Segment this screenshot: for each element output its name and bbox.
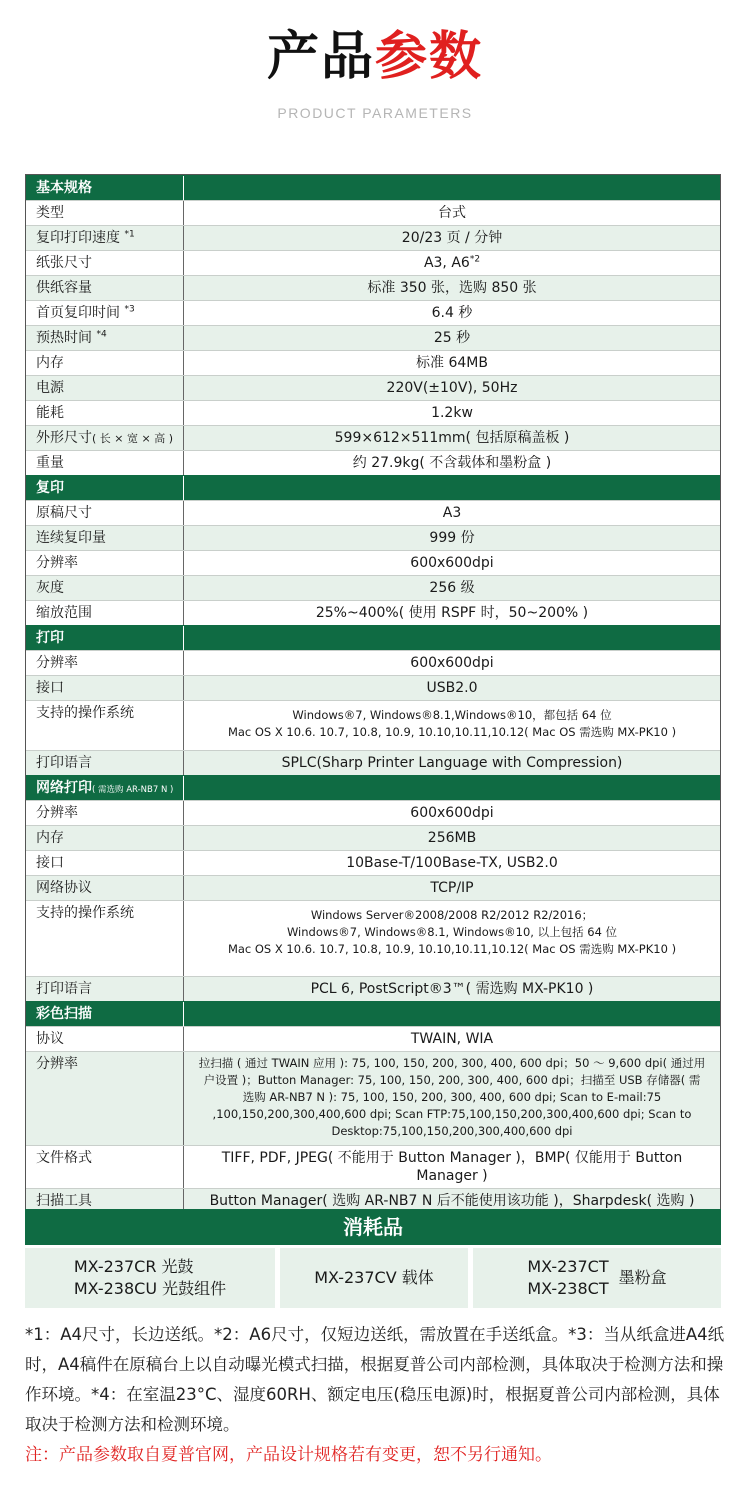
row-value: 拉扫描 ( 通过 TWAIN 应用 ): 75, 100, 150, 200, 300, 400, 600 dpi；50 ～ 9,600 dpi( 通过用户设置 )；Button Manager: 75, 100, 150, 200, 300, 400, 600 dpi；扫描至 USB 存储器( 需选购 AR-NB7 N ): 75, 100, 150, 200, 300, 400, 600 dpi; Scan to E-mail:75 ,100,150,200,300,400,600 dpi; Scan FTP:75,100,150,200,300,400,600 dpi; Scan to Desktop:75,100,150,200,300,400,600 dpi [198, 1056, 706, 1138]
row-value: 25 秒 [433, 330, 471, 346]
row-label: 内存 [26, 826, 184, 850]
row-label: 扫描工具 [26, 1189, 184, 1213]
row-value: PCL 6, PostScript®3™( 需选购 MX-PK10 ) [310, 981, 594, 997]
row-label: 电源 [26, 376, 184, 400]
row-value: 10Base-T/100Base-TX, USB2.0 [346, 855, 558, 871]
os-line: Windows®7, Windows®8.1, Windows®10, 以上包括 64 位 [286, 925, 618, 939]
table-row [26, 350, 720, 375]
table-row [26, 800, 720, 825]
title-red: 参数 [375, 27, 484, 87]
row-label: 分辨率 [26, 651, 184, 675]
row-label: 分辨率 [26, 1052, 184, 1145]
os-line: Mac OS X 10.6. 10.7, 10.8, 10.9, 10.10,10.11,10.12( Mac OS 需选购 MX-PK10 ) [227, 725, 677, 739]
row-value: 25%~400%( 使用 RSPF 时，50~200% ) [315, 605, 589, 621]
row-value: 600x600dpi [410, 555, 494, 571]
row-value: 256 级 [429, 580, 475, 596]
row-value [184, 901, 720, 976]
row-value: 标准 64MB [416, 355, 488, 371]
table-row [26, 425, 720, 450]
row-value: 台式 [438, 205, 466, 221]
section-header-copy [26, 475, 720, 500]
footnotes: *1：A4尺寸，长边送纸。*2：A6尺寸，仅短边送纸，需放置在手送纸盒。*3：当从纸盒进A4纸时，A4稿件在原稿台上以自动曝光模式扫描，根据夏普公司内部检测，具体取决于检测方法和操作环境。*4：在室温23°C、湿度60RH、额定电压(稳压电源)时，根据夏普公司内部检测，具体取决于检测方法和检测环境。 [25, 1325, 725, 1434]
section-header-print [26, 625, 720, 650]
table-row [26, 225, 720, 250]
table-row [26, 450, 720, 475]
row-label: 纸张尺寸 [26, 251, 184, 275]
table-row [26, 900, 720, 976]
table-row [26, 500, 720, 525]
row-value: TCP/IP [430, 880, 474, 896]
table-row [26, 1026, 720, 1051]
table-row [26, 675, 720, 700]
row-label: 支持的操作系统 [26, 701, 184, 750]
table-row [26, 976, 720, 1001]
table-row [26, 850, 720, 875]
row-label: 复印打印速度 $^{*1}$ [26, 226, 184, 250]
consumable-line: MX-238CU 光鼓组件 [73, 1279, 227, 1298]
row-label: 连续复印量 [26, 526, 184, 550]
row-label: 协议 [26, 1027, 184, 1051]
row-label: 外形尺寸( 长 × 宽 × 高 ) [26, 426, 184, 450]
footnote-ref: *3 [124, 304, 135, 315]
row-label: 打印语言 [26, 751, 184, 775]
consumable-drum [25, 1248, 275, 1308]
title-black: 产品 [266, 27, 375, 87]
table-row [26, 300, 720, 325]
footnote-ref: *4 [96, 329, 107, 340]
page-title [0, 22, 750, 92]
row-value: 6.4 秒 [431, 305, 473, 321]
disclaimer: 注：产品参数取自夏普官网，产品设计规格若有变更，恕不另行通知。 [25, 1445, 552, 1465]
row-value: 约 27.9kg( 不含载体和墨粉盒 ) [352, 455, 552, 471]
page-subtitle: PRODUCT PARAMETERS [277, 105, 473, 121]
row-label: 供纸容量 [26, 276, 184, 300]
table-row [26, 250, 720, 275]
section-title: 网络打印( 需选购 AR-NB7 N ) [26, 776, 184, 800]
section-title: 彩色扫描 [26, 1002, 184, 1026]
section-title: 复印 [26, 476, 184, 500]
row-label: 文件格式 [26, 1146, 184, 1188]
table-row [26, 325, 720, 350]
os-line: Mac OS X 10.6. 10.7, 10.8, 10.9, 10.10,10.11,10.12( Mac OS 需选购 MX-PK10 ) [227, 942, 677, 956]
table-row [26, 550, 720, 575]
row-value [184, 701, 720, 750]
row-label: 分辨率 [26, 801, 184, 825]
table-row [26, 700, 720, 750]
section-header-scan [26, 1001, 720, 1026]
row-value: TWAIN, WIA [410, 1031, 494, 1047]
table-row [26, 1145, 720, 1188]
row-label: 接口 [26, 851, 184, 875]
table-row [26, 750, 720, 775]
row-label: 能耗 [26, 401, 184, 425]
row-label: 内存 [26, 351, 184, 375]
consumables-row [25, 1248, 721, 1308]
row-value: TIFF, PDF, JPEG( 不能用于 Button Manager )，BMP( 仅能用于 Button Manager ) [221, 1150, 683, 1184]
section-title: 基本规格 [26, 176, 184, 200]
consumable-line: MX-237CT [527, 1257, 609, 1276]
row-label: 打印语言 [26, 977, 184, 1001]
spec-table [25, 174, 721, 1214]
row-value: 999 份 [429, 530, 475, 546]
row-value: 20/23 页 / 分钟 [401, 230, 503, 246]
table-row [26, 875, 720, 900]
row-label: 类型 [26, 201, 184, 225]
consumable-line: MX-238CT [527, 1279, 609, 1298]
row-value: 600x600dpi [410, 805, 494, 821]
row-value: Button Manager( 选购 AR-NB7 N 后不能使用该功能 )，Sharpdesk( 选购 ) [209, 1193, 695, 1209]
footnote-ref: *2 [469, 254, 481, 265]
row-label: 灰度 [26, 576, 184, 600]
section-title: 打印 [26, 626, 184, 650]
table-row [26, 825, 720, 850]
row-value: A3, A6$^{*2}$ [423, 254, 481, 271]
section-header-network [26, 775, 720, 800]
table-row [26, 400, 720, 425]
table-row [26, 600, 720, 625]
row-label: 分辨率 [26, 551, 184, 575]
consumable-line: MX-237CR 光鼓 [73, 1257, 194, 1276]
row-value: 599×612×511mm( 包括原稿盖板 ) [334, 430, 570, 446]
row-value: SPLC(Sharp Printer Language with Compression) [281, 755, 623, 771]
row-label: 首页复印时间 $^{*3}$ [26, 301, 184, 325]
footnote-ref: *1 [124, 229, 135, 240]
row-value: A3 [442, 505, 462, 521]
row-value: 标准 350 张，选购 850 张 [367, 280, 537, 296]
row-label: 支持的操作系统 [26, 901, 184, 976]
os-line: Windows®7, Windows®8.1,Windows®10，都包括 64 位 [292, 708, 612, 722]
table-row [26, 575, 720, 600]
consumable-toner [473, 1248, 721, 1308]
table-row [26, 525, 720, 550]
row-value: 256MB [427, 830, 477, 846]
table-row [26, 375, 720, 400]
row-value: 1.2kw [431, 405, 473, 421]
row-value: 600x600dpi [410, 655, 494, 671]
row-label: 原稿尺寸 [26, 501, 184, 525]
consumable-developer: MX-237CV 载体 [280, 1248, 468, 1308]
table-row [26, 200, 720, 225]
table-row [26, 275, 720, 300]
table-row [26, 650, 720, 675]
row-value: 220V(±10V), 50Hz [386, 380, 518, 396]
table-row [26, 1051, 720, 1145]
consumables-header: 消耗品 [25, 1209, 721, 1245]
row-label: 接口 [26, 676, 184, 700]
consumable-type: 墨粉盒 [618, 1268, 667, 1287]
row-value: USB2.0 [426, 680, 478, 696]
row-label: 网络协议 [26, 876, 184, 900]
section-header-basic [26, 175, 720, 200]
row-label: 预热时间 $^{*4}$ [26, 326, 184, 350]
os-line: Windows Server®2008/2008 R2/2012 R2/2016； [310, 908, 594, 922]
row-label: 缩放范围 [26, 601, 184, 625]
row-label: 重量 [26, 451, 184, 475]
